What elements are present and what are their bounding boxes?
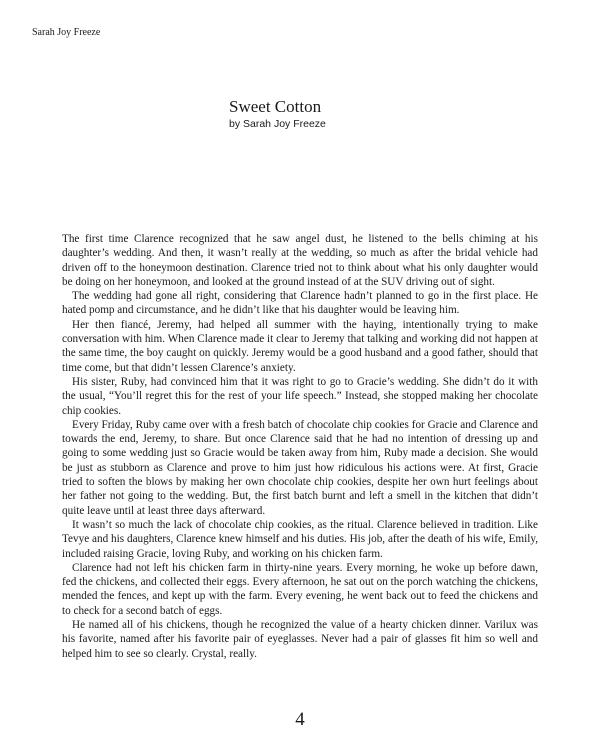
story-body — [62, 232, 538, 661]
paragraph: His sister, Ruby, had convinced him that it was right to go to Gracie’s wedding. She didn’t do it with the usual, “You’ll regret this for the rest of your life speech.” Instead, she stopped making her chocolate chip cookies. — [62, 375, 538, 417]
paragraph: The first time Clarence recognized that he saw angel dust, he listened to the bells chiming at his daughter’s wedding. And then, it wasn’t really at the wedding, so much as after the bridal vehicle had driven off to the honeymoon destination. Clarence tried not to think about what his only daughter would be doing on her honeymoon, and looked at the ground instead of at the SUV driving out of sight. — [62, 233, 538, 288]
paragraph: Clarence had not left his chicken farm in thirty-nine years. Every morning, he woke up before dawn, fed the chickens, and collected their eggs. Every afternoon, he sat out on the porch watching the chickens, mended the fences, and kept up with the farm. Every evening, he went back out to feed the chickens and to check for a second batch of eggs. — [62, 561, 538, 617]
running-header-author: Sarah Joy Freeze — [32, 27, 101, 38]
paragraph: Every Friday, Ruby came over with a fresh batch of chocolate chip cookies for Gracie and Clarence and towards the end, Jeremy, to share. But once Clarence said that he had no intention of dressing up and going to some wedding just so Gracie would be taken away from him, Ruby made a decision. She would be just as stubborn as Clarence and prove to him just how ridiculous his actions were. At first, Gracie tried to soften the blows by making her own chocolate chip cookies, despite her own hurt feelings about her father not going to the wedding. But, the first batch burnt and left a smell in the kitchen that didn’t quite leave until at least three days afterward. — [62, 418, 538, 517]
title-block — [229, 97, 326, 131]
paragraph: The wedding had gone all right, considering that Clarence hadn’t planned to go in the first place. He hated pomp and circumstance, and he didn’t like that his daughter would be leaving him. — [62, 290, 538, 317]
story-title: Sweet Cotton — [229, 97, 322, 116]
story-byline: by Sarah Joy Freeze — [229, 118, 326, 130]
paragraph: He named all of his chickens, though he recognized the value of a hearty chicken dinner. Varilux was his favorite, named after his favorite pair of eyeglasses. Never had a pair of glasses fit him so well and helped him to see so clearly. Crystal, really. — [62, 619, 538, 660]
page-number: 4 — [295, 709, 305, 730]
paragraph: Her then fiancé, Jeremy, had helped all summer with the haying, intentionally trying to make conversation with him. When Clarence made it clear to Jeremy that talking and working did not happen at the same time, the boy caught on quickly. Jeremy would be a good husband and a good father, should that time come, but that didn’t lessen Clarence’s anxiety. — [62, 318, 538, 374]
paragraph: It wasn’t so much the lack of chocolate chip cookies, as the ritual. Clarence believed in tradition. Like Tevye and his daughters, Clarence knew himself and his duties. His job, after the death of his wife, Emily, included raising Gracie, loving Ruby, and working on his chicken farm. — [62, 518, 538, 560]
